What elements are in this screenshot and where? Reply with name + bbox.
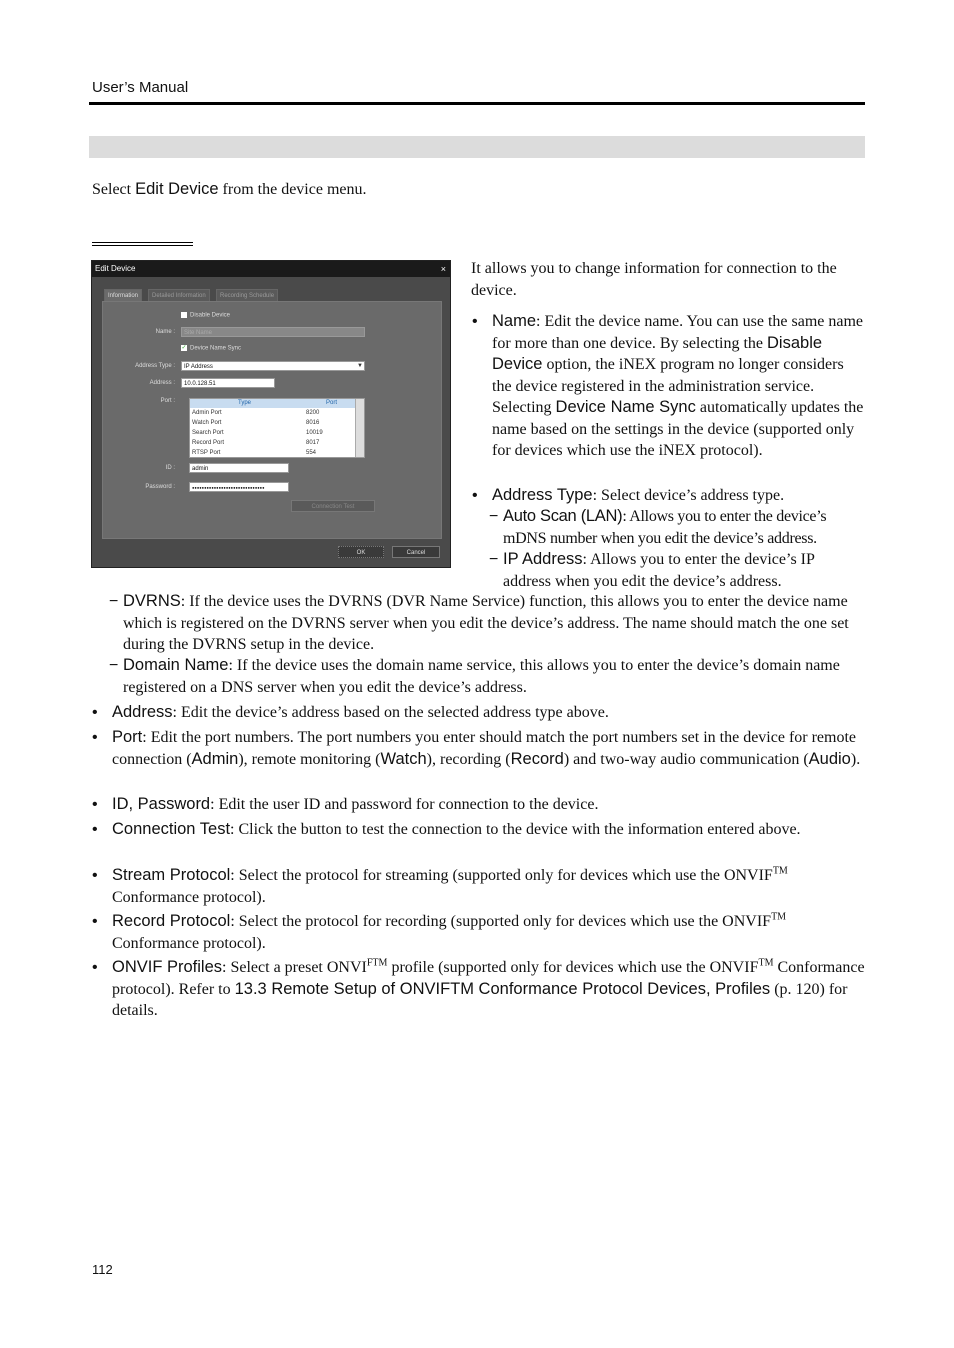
id-field[interactable]: admin [189, 463, 289, 473]
tab-detailed-information[interactable]: Detailed Information [148, 289, 210, 303]
header-rule [89, 102, 865, 105]
port-label: Port : [160, 398, 175, 404]
address-type-label: Address Type : [135, 363, 175, 369]
record-protocol-item: • Record Protocol: Select the protocol for recording (supported only for devices which use the ONVIF™ Conformance protocol). [112, 911, 865, 954]
address-label: Address : [149, 380, 175, 386]
port-list-scrollbar[interactable] [355, 399, 364, 457]
tab-information[interactable]: Information [104, 289, 142, 303]
onvif-profiles-item: • ONVIF Profiles: Select a preset $ONVI^{FTM}$ profile (supported only for devices which use the ONVIF™ Conformance protocol). Refer to 13.3 Remote Setup of ONVIFTM Conformance Protocol Devices, Profiles (p. 120) for details. [112, 957, 865, 1022]
port-column-header: Port [326, 400, 338, 406]
ok-button[interactable]: OK [338, 546, 384, 558]
cross-reference-link[interactable]: 13.3 Remote Setup of ONVIFTM Conformance Protocol Devices, Profiles [234, 979, 771, 998]
intro-text: Select Edit Device from the device menu. [92, 180, 367, 198]
figure-rule [92, 242, 193, 246]
address-type-select[interactable]: IP Address [181, 361, 365, 371]
side-intro: It allows you to change information for connection to the device. [471, 260, 837, 299]
dialog-title: Edit Device [95, 264, 136, 273]
edit-device-dialog-screenshot [91, 260, 451, 568]
list-item[interactable]: Admin Port 8200 [192, 410, 320, 416]
port-list-header [190, 399, 364, 408]
tab-recording-schedule[interactable]: Recording Schedule [216, 289, 278, 303]
device-name-sync-checkbox[interactable]: ✓ Device Name Sync [181, 345, 242, 352]
disable-device-checkbox[interactable]: Disable Device [181, 312, 230, 319]
connection-test-button[interactable]: Connection Test [291, 500, 375, 512]
id-password-item: • ID, Password: Edit the user ID and password for connection to the device. [112, 794, 865, 816]
close-icon[interactable]: × [440, 264, 446, 274]
running-header: User’s Manual [92, 79, 189, 96]
password-label: Password : [145, 484, 175, 490]
domain-name-item: − Domain Name: If the device uses the domain name service, this allows you to enter the device’s domain name registered on a DNS server when you edit the device’s address. [123, 655, 865, 698]
chevron-down-icon: ▼ [357, 363, 363, 369]
list-item[interactable]: Watch Port 8016 [192, 420, 320, 426]
page-number: 112 [92, 1262, 113, 1277]
address-type-item: • Address Type: Select device’s address type. [492, 485, 865, 507]
cancel-button[interactable]: Cancel [392, 546, 440, 558]
information-panel [102, 301, 442, 539]
address-item: • Address: Edit the device’s address based on the selected address type above. [112, 702, 865, 724]
list-item[interactable]: RTSP Port 554 [192, 450, 317, 456]
address-field[interactable]: 10.0.128.51 [181, 378, 275, 388]
dvrns-item: − DVRNS: If the device uses the DVRNS (DVR Name Service) function, this allows you to enter the device name which is registered on the DVRNS server when you edit the device’s address. The name should match the one set during the DVRNS setup in the device. [123, 591, 865, 656]
dialog-title-bar [92, 261, 450, 277]
type-column-header: Type [238, 400, 252, 406]
name-item: • Name: Edit the device name. You can use the same name for more than one device. By selecting the Disable Device option, the iNEX program no longer considers the device registered in the administration service. Selecting Device Name Sync automatically updates the name based on the settings in the device (supported only for devices which use the iNEX protocol). [492, 311, 865, 462]
list-item[interactable]: Search Port 10019 [192, 430, 323, 436]
connection-test-item: • Connection Test: Click the button to test the connection to the device with the information entered above. [112, 819, 865, 841]
section-heading-bar [89, 136, 865, 158]
port-item: • Port: Edit the port numbers. The port numbers you enter should match the port numbers set in the device for remote connection (Admin), remote monitoring (Watch), recording (Record) and two-way audio communication (Audio). [112, 727, 865, 770]
password-field[interactable]: ●●●●●●●●●●●●●●●●●●●●●●●●●●●●●● [189, 482, 289, 492]
auto-scan-item: − Auto Scan (LAN): Allows you to enter the device’s mDNS number when you edit the device’s address. [503, 506, 865, 549]
stream-protocol-item: • Stream Protocol: Select the protocol for streaming (supported only for devices which use the ONVIF™ Conformance protocol). [112, 865, 865, 908]
id-label: ID : [165, 465, 175, 471]
ip-address-item: − IP Address: Allows you to enter the device’s IP address when you edit the device’s address. [503, 549, 865, 592]
name-field[interactable]: Site Name [181, 327, 365, 337]
port-list[interactable] [189, 398, 365, 458]
name-label: Name : [155, 329, 175, 335]
list-item[interactable]: Record Port 8017 [192, 440, 320, 446]
